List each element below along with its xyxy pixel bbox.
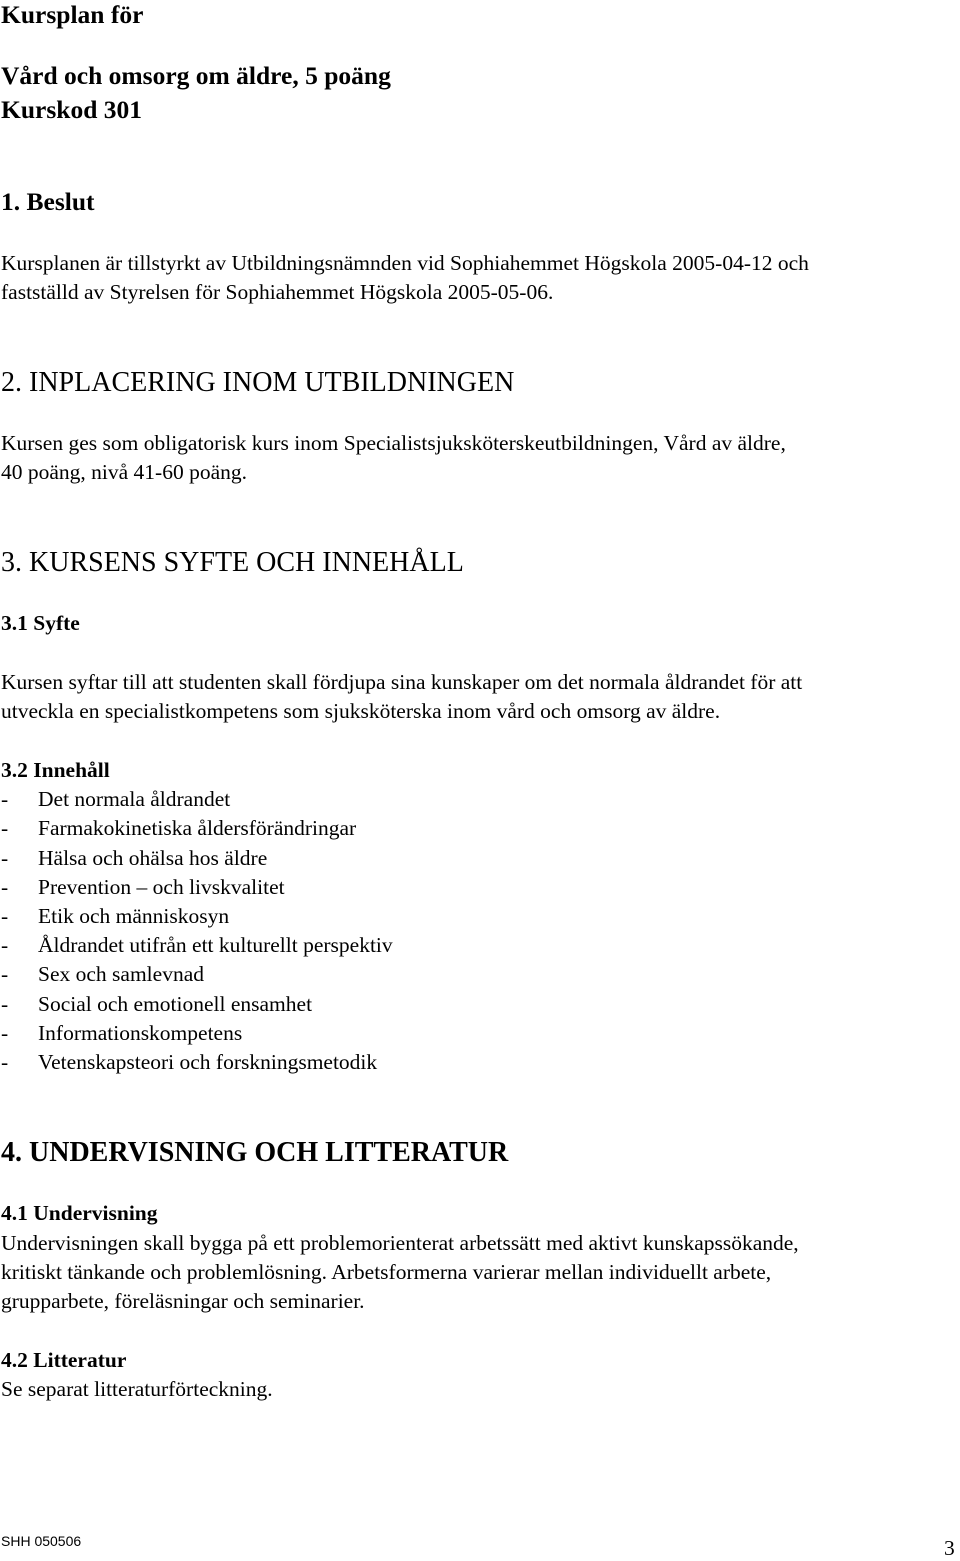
footer-document-code: SHH 050506 bbox=[1, 1533, 82, 1549]
course-title: Vård och omsorg om äldre, 5 poäng bbox=[1, 61, 391, 90]
section-1-heading: 1. Beslut bbox=[1, 187, 95, 216]
list-item: - Etik och människosyn bbox=[1, 904, 230, 928]
section-4-2-text-line-1: Se separat litteraturförteckning. bbox=[1, 1377, 273, 1401]
page-number: 3 bbox=[944, 1536, 955, 1560]
list-item: - Farmakokinetiska åldersförändringar bbox=[1, 816, 357, 840]
section-4-1-text-line-2: kritiskt tänkande och problemlösning. Arbetsformerna varierar mellan individuellt arbete, bbox=[1, 1260, 772, 1284]
section-3-2-heading: 3.2 Innehåll bbox=[1, 758, 110, 782]
list-item: - Det normala åldrandet bbox=[1, 787, 231, 811]
list-item: - Informationskompetens bbox=[1, 1021, 243, 1045]
section-4-1-heading: 4.1 Undervisning bbox=[1, 1201, 158, 1225]
section-4-heading: 4. UNDERVISNING OCH LITTERATUR bbox=[1, 1137, 509, 1168]
section-3-1-text-line-2: utveckla en specialistkompetens som sjuksköterska inom vård och omsorg av äldre. bbox=[1, 699, 721, 723]
section-2-text-line-1: Kursen ges som obligatorisk kurs inom Specialistsjuksköterskeutbildningen, Vård av äldre, bbox=[1, 431, 786, 455]
list-item: - Sex och samlevnad bbox=[1, 962, 204, 986]
section-2-heading: 2. INPLACERING INOM UTBILDNINGEN bbox=[1, 367, 515, 398]
section-2-text-line-2: 40 poäng, nivå 41-60 poäng. bbox=[1, 460, 248, 484]
section-4-1-text-line-3: grupparbete, föreläsningar och seminarier. bbox=[1, 1289, 365, 1313]
section-4-2-heading: 4.2 Litteratur bbox=[1, 1348, 127, 1372]
list-item: - Hälsa och ohälsa hos äldre bbox=[1, 846, 268, 870]
title-line-1: Kursplan för bbox=[1, 0, 144, 29]
list-item: - Prevention – och livskvalitet bbox=[1, 875, 285, 899]
section-4-1-text-line-1: Undervisningen skall bygga på ett problemorienterat arbetssätt med aktivt kunskapssökande, bbox=[1, 1231, 799, 1255]
list-item: - Vetenskapsteori och forskningsmetodik bbox=[1, 1050, 378, 1074]
section-3-1-heading: 3.1 Syfte bbox=[1, 611, 80, 635]
list-item: - Åldrandet utifrån ett kulturellt perspektiv bbox=[1, 933, 393, 957]
section-1-text-line-2: fastställd av Styrelsen för Sophiahemmet Högskola 2005-05-06. bbox=[1, 280, 554, 304]
section-3-heading: 3. KURSENS SYFTE OCH INNEHÅLL bbox=[1, 547, 464, 578]
section-3-1-text-line-1: Kursen syftar till att studenten skall fördjupa sina kunskaper om det normala åldrandet för att bbox=[1, 670, 803, 694]
list-item: - Social och emotionell ensamhet bbox=[1, 992, 313, 1016]
course-code: Kurskod 301 bbox=[1, 95, 142, 124]
section-1-text-line-1: Kursplanen är tillstyrkt av Utbildningsnämnden vid Sophiahemmet Högskola 2005-04-12 och bbox=[1, 251, 809, 275]
